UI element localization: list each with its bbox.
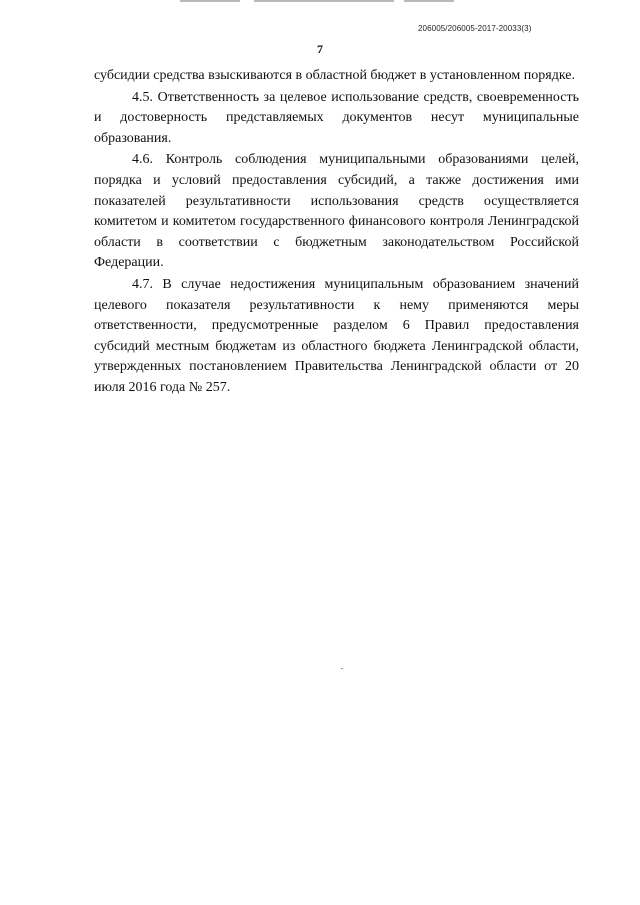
scan-artifact-line	[254, 0, 394, 2]
document-id: 206005/206005-2017-20033(3)	[418, 24, 532, 33]
paragraph-continuation: субсидии средства взыскиваются в областной бюджет в установленном порядке.	[94, 68, 575, 83]
scan-artifact-line	[404, 0, 454, 2]
scan-speck	[341, 668, 343, 669]
page-number: 7	[317, 42, 323, 56]
paragraph-4-6: 4.6. Контроль соблюдения муниципальными образованиями целей, порядка и условий предоставления субсидий, а также достижения ими показателей результативности использования средств осуществляется комитетом и комитетом государственного финансового контроля Ленинградской области в соответствии с бюджетным законодательством Российской Федерации.	[94, 152, 579, 271]
paragraph-4-7: 4.7. В случае недостижения муниципальным образованием значений целевого показателя результативности к нему применяются меры ответственности, предусмотренные разделом 6 Правил предоставления субсидий местным бюджетам из областного бюджета Ленинградской области, утвержденных постановлением Правительства Ленинградской области от 20 июля 2016 года № 257.	[94, 276, 579, 395]
scan-artifact-line	[180, 0, 240, 2]
document-body	[94, 66, 579, 400]
paragraph-4-5: 4.5. Ответственность за целевое использование средств, своевременность и достоверность представляемых документов несут муниципальные образования.	[94, 89, 579, 146]
